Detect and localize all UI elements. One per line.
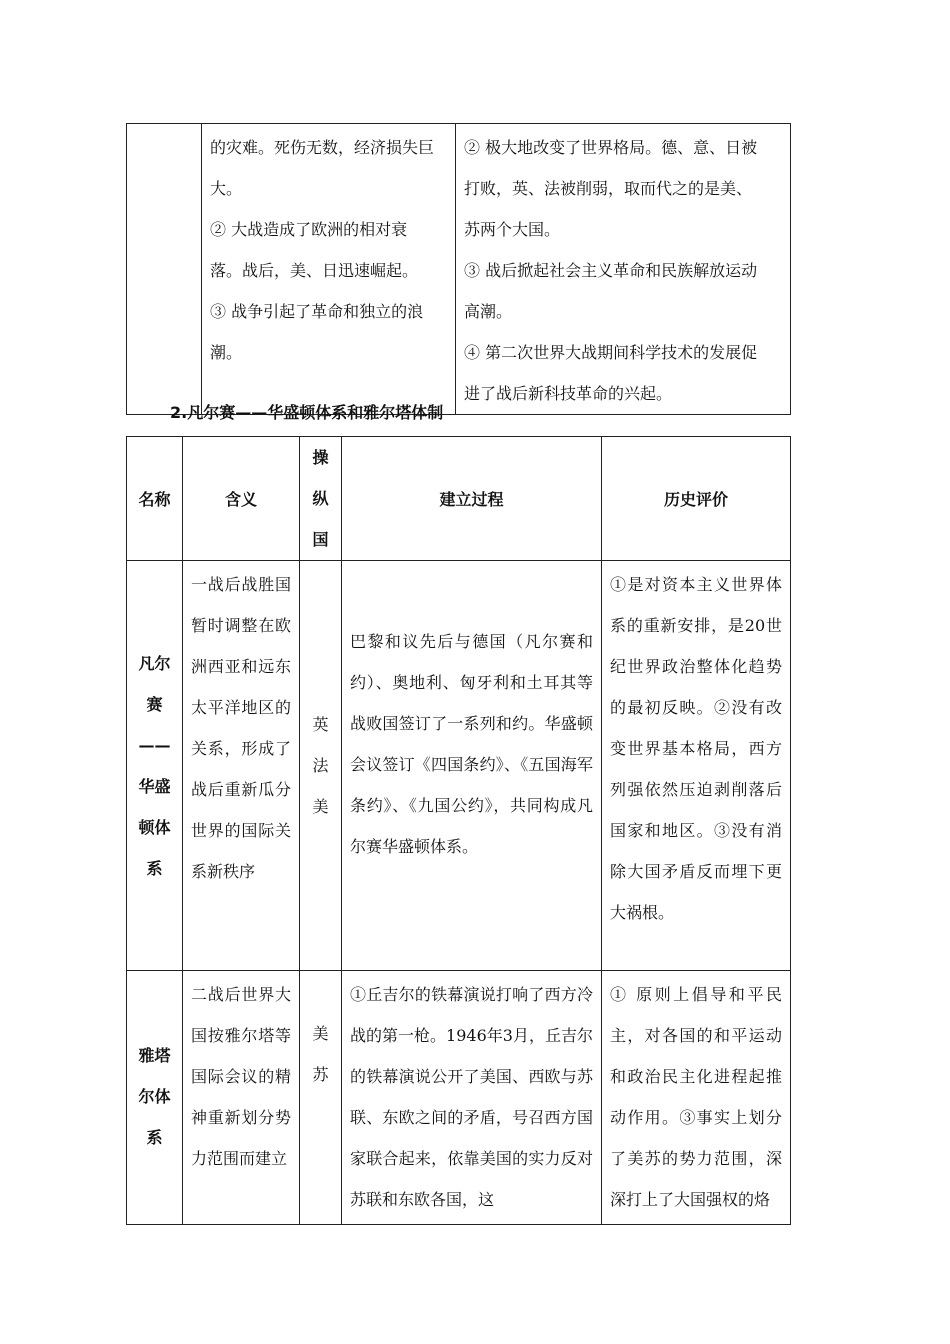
text-line: ④ 第二次世界大战期间科学技术的发展促	[464, 343, 758, 362]
top-table	[126, 123, 791, 415]
top-table-col2	[202, 124, 456, 415]
text-line: 进了战后新科技革命的兴起。	[464, 384, 673, 403]
text-line: ② 大战造成了欧洲的相对衰	[210, 220, 408, 239]
text-line: 打败，英、法被削弱，取而代之的是美、	[464, 179, 753, 198]
header-evaluation: 历史评价	[602, 437, 791, 561]
row-controller	[300, 561, 342, 971]
main-table	[126, 436, 791, 1225]
header-name: 名称	[127, 437, 183, 561]
row-meaning: 一战后战胜国暂时调整在欧洲西亚和远东太平洋地区的关系，形成了战后重新瓜分世界的国际关系新秩序	[183, 561, 300, 971]
text-line: 大。	[210, 179, 243, 198]
text-line: 的灾难。死伤无数，经济损失巨	[210, 138, 435, 157]
text-line: 落。战后，美、日迅速崛起。	[210, 261, 419, 280]
row-controller-text: 英法美	[312, 715, 329, 816]
text-line: 高潮。	[464, 302, 513, 321]
text-line: ② 极大地改变了世界格局。德、意、日被	[464, 138, 758, 157]
row-evaluation: ①是对资本主义世界体系的重新安排，是20世纪世界政治整体化趋势的最初反映。②没有改变世界基本格局，西方列强依然压迫剥削落后国家和地区。③没有消除大国矛盾反而埋下更大祸根。	[602, 561, 791, 971]
section-title: 2.凡尔赛——华盛顿体系和雅尔塔体制	[170, 403, 444, 422]
table-row	[127, 561, 791, 971]
table-row	[127, 971, 791, 1225]
row-process: ①丘吉尔的铁幕演说打响了西方冷战的第一枪。1946年3月，丘吉尔的铁幕演说公开了美国、西欧与苏联、东欧之间的矛盾，号召西方国家联合起来，依靠美国的实力反对苏联和东欧各国，这	[342, 971, 602, 1225]
header-meaning: 含义	[183, 437, 300, 561]
row-name-text: 凡尔赛——华盛顿体系	[138, 653, 171, 878]
header-controller	[300, 437, 342, 561]
row-controller-text: 美苏	[312, 1024, 329, 1084]
text-line: ③ 战争引起了革命和独立的浪	[210, 302, 424, 321]
row-name-text: 雅塔尔体系	[138, 1046, 171, 1147]
top-table-empty-cell	[127, 124, 202, 415]
row-name	[127, 971, 183, 1225]
header-controller-text: 操纵国	[312, 448, 329, 549]
text-line: ③ 战后掀起社会主义革命和民族解放运动	[464, 261, 758, 280]
header-row	[127, 437, 791, 561]
row-process: 巴黎和议先后与德国（凡尔赛和约）、奥地利、匈牙利和土耳其等战败国签订了一系列和约。华盛顿会议签订《四国条约》、《五国海军条约》、《九国公约》，共同构成凡尔赛华盛顿体系。	[342, 561, 602, 971]
row-meaning: 二战后世界大国按雅尔塔等国际会议的精神重新划分势力范围而建立	[183, 971, 300, 1225]
row-controller	[300, 971, 342, 1225]
text-line: 苏两个大国。	[464, 220, 561, 239]
top-table-col3	[456, 124, 791, 415]
row-name	[127, 561, 183, 971]
text-line: 潮。	[210, 343, 243, 362]
header-process: 建立过程	[342, 437, 602, 561]
row-evaluation: ① 原则上倡导和平民主，对各国的和平运动和政治民主化进程起推动作用。③事实上划分了美苏的势力范围，深深打上了大国强权的烙	[602, 971, 791, 1225]
